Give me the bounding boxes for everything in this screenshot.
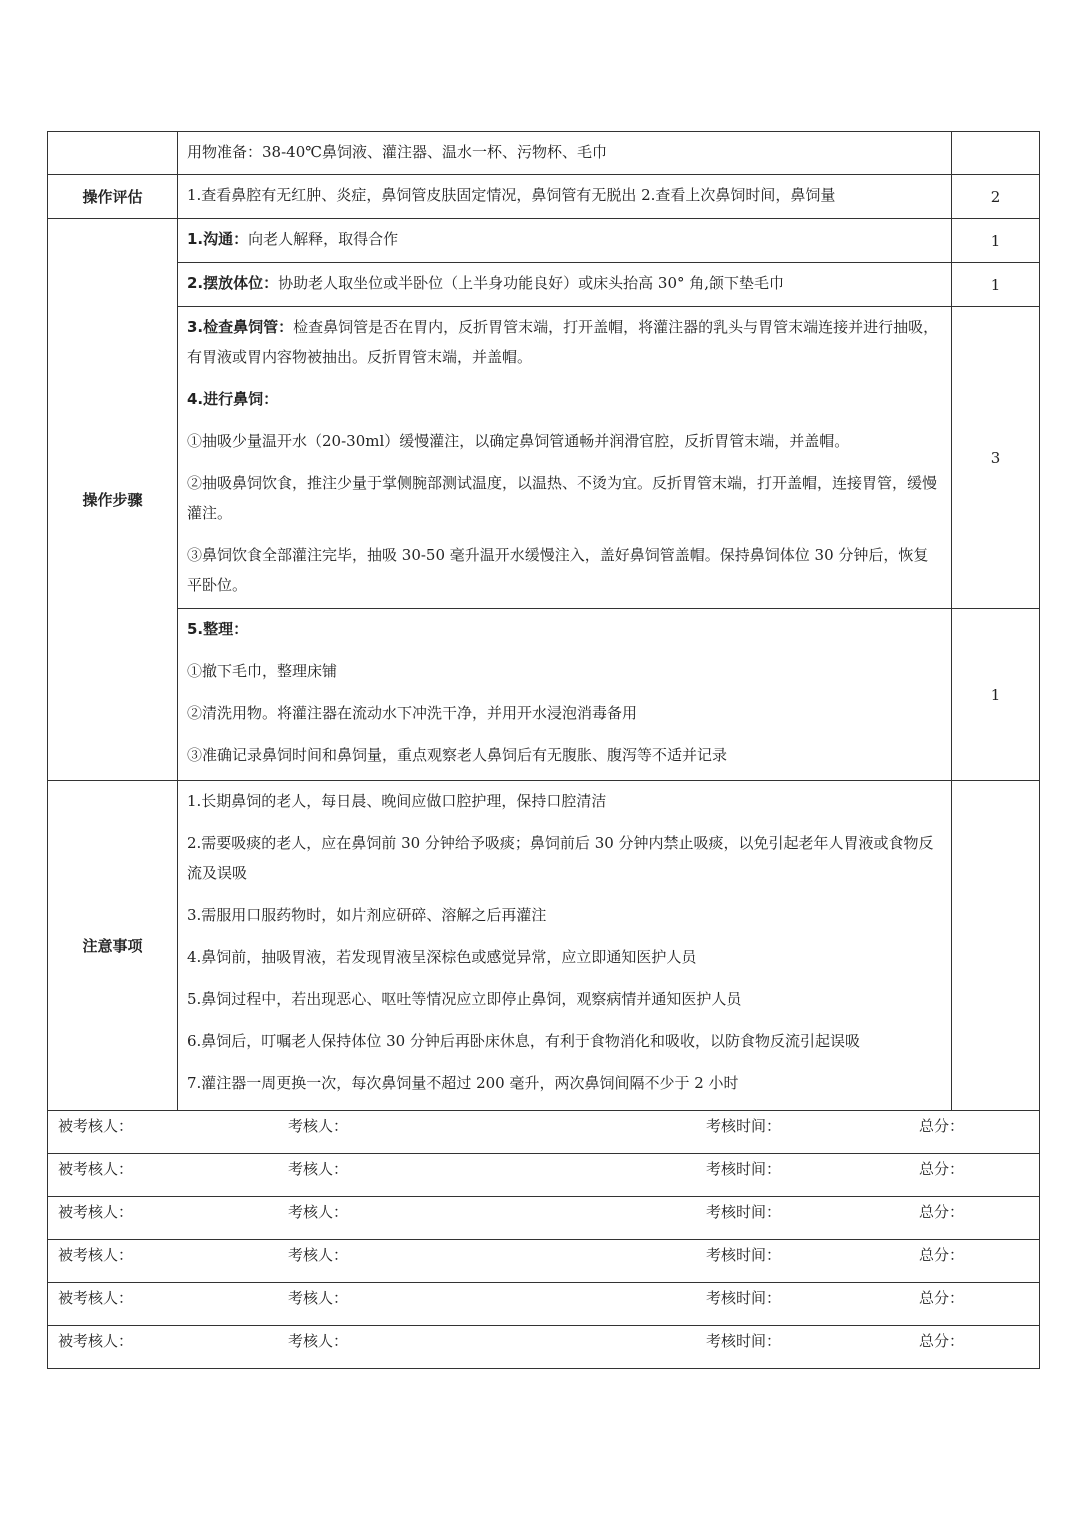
step3-text: 检查鼻饲管是否在胃内，反折胃管末端，打开盖帽，将灌注器的乳头与胃管末端连接并进行抽吸，有胃液或胃内容物被抽出。反折胃管末端，并盖帽。: [187, 318, 939, 366]
step5-item-1: ①撤下毛巾，整理床铺: [187, 662, 338, 680]
total-score-label: 总分：: [919, 1289, 965, 1307]
assessment-text: 1.查看鼻腔有无红肿、炎症，鼻饲管皮肤固定情况，鼻饲管有无脱出 2.查看上次鼻饲时间，鼻饲量: [178, 175, 952, 219]
step2-cell: [178, 263, 952, 307]
note-item-7: 7.灌注器一周更换一次，每次鼻饲量不超过 200 毫升，两次鼻饲间隔不少于 2 小时: [187, 1074, 739, 1092]
examiner-label: 考核人：: [288, 1203, 349, 1221]
step5-row: [48, 609, 1040, 781]
note-item-2: 2.需要吸痰的老人，应在鼻饲前 30 分钟给予吸痰；鼻饲前后 30 分钟内禁止吸痰，以免引起老年人胃液或食物反流及误吸: [187, 834, 934, 882]
exam-time-label: 考核时间：: [706, 1332, 782, 1350]
signature-row: [48, 1197, 1040, 1240]
step5-title: 5.整理：: [187, 620, 249, 638]
step2-title: 2.摆放体位：: [187, 274, 279, 292]
step3-score: 3: [952, 307, 1040, 609]
total-score-label: 总分：: [919, 1332, 965, 1350]
examiner-label: 考核人：: [288, 1160, 349, 1178]
step1-cell: [178, 219, 952, 263]
prep-text: 用物准备：38-40℃鼻饲液、灌注器、温水一杯、污物杯、毛巾: [178, 132, 952, 175]
notes-row: [48, 781, 1040, 1111]
step5-cell: [178, 609, 952, 781]
step2-row: [48, 263, 1040, 307]
assessment-score: 2: [952, 175, 1040, 219]
examinee-label: 被考核人：: [58, 1246, 134, 1264]
signature-row: [48, 1111, 1040, 1154]
step3-paragraph: [187, 312, 943, 372]
step1-score: 1: [952, 219, 1040, 263]
exam-time-label: 考核时间：: [706, 1117, 782, 1135]
assessment-label: 操作评估: [48, 175, 178, 219]
step5-score: 1: [952, 609, 1040, 781]
note-item-4: 4.鼻饲前，抽吸胃液，若发现胃液呈深棕色或感觉异常，应立即通知医护人员: [187, 948, 697, 966]
signature-cell: [48, 1283, 1040, 1326]
total-score-label: 总分：: [919, 1117, 965, 1135]
step2-score: 1: [952, 263, 1040, 307]
signature-cell: [48, 1240, 1040, 1283]
note-item-5: 5.鼻饲过程中，若出现恶心、呕吐等情况应立即停止鼻饲，观察病情并通知医护人员: [187, 990, 742, 1008]
step5-item-2: ②清洗用物。将灌注器在流动水下冲洗干净，并用开水浸泡消毒备用: [187, 704, 638, 722]
notes-score: [952, 781, 1040, 1111]
step3-row: [48, 307, 1040, 609]
step4-item-2: ②抽吸鼻饲饮食，推注少量于掌侧腕部测试温度，以温热、不烫为宜。反折胃管末端，打开盖帽，连接胃管，缓慢灌注。: [187, 474, 938, 522]
step1-row: [48, 219, 1040, 263]
signature-cell: [48, 1326, 1040, 1369]
examinee-label: 被考核人：: [58, 1289, 134, 1307]
signature-cell: [48, 1111, 1040, 1154]
notes-label: 注意事项: [48, 781, 178, 1111]
examiner-label: 考核人：: [288, 1289, 349, 1307]
total-score-label: 总分：: [919, 1246, 965, 1264]
examinee-label: 被考核人：: [58, 1203, 134, 1221]
signature-row: [48, 1326, 1040, 1369]
total-score-label: 总分：: [919, 1203, 965, 1221]
step3-cell: [178, 307, 952, 609]
note-item-3: 3.需服用口服药物时，如片剂应研碎、溶解之后再灌注: [187, 906, 547, 924]
exam-time-label: 考核时间：: [706, 1246, 782, 1264]
step3-title: 3.检查鼻饲管：: [187, 318, 294, 336]
total-score-label: 总分：: [919, 1160, 965, 1178]
signature-row: [48, 1240, 1040, 1283]
signature-row: [48, 1154, 1040, 1197]
prep-label: [48, 132, 178, 175]
steps-label: 操作步骤: [48, 219, 178, 781]
note-item-6: 6.鼻饲后，叮嘱老人保持体位 30 分钟后再卧床休息，有利于食物消化和吸收，以防食物反流引起误吸: [187, 1032, 860, 1050]
prep-row: [48, 132, 1040, 175]
signature-cell: [48, 1154, 1040, 1197]
step2-text: 协助老人取坐位或半卧位（上半身功能良好）或床头抬高 30° 角,颌下垫毛巾: [278, 274, 785, 292]
exam-time-label: 考核时间：: [706, 1203, 782, 1221]
signature-row: [48, 1283, 1040, 1326]
signature-cell: [48, 1197, 1040, 1240]
step1-text: 向老人解释，取得合作: [248, 230, 399, 248]
step1-title: 1.沟通：: [187, 230, 249, 248]
step5-item-3: ③准确记录鼻饲时间和鼻饲量，重点观察老人鼻饲后有无腹胀、腹泻等不适并记录: [187, 746, 728, 764]
examiner-label: 考核人：: [288, 1332, 349, 1350]
note-item-1: 1.长期鼻饲的老人，每日晨、晚间应做口腔护理，保持口腔清洁: [187, 792, 607, 810]
notes-cell: [178, 781, 952, 1111]
assessment-table: [47, 131, 1040, 1369]
examinee-label: 被考核人：: [58, 1160, 134, 1178]
examiner-label: 考核人：: [288, 1117, 349, 1135]
step4-item-3: ③鼻饲饮食全部灌注完毕，抽吸 30-50 毫升温开水缓慢注入，盖好鼻饲管盖帽。保持鼻饲体位 30 分钟后，恢复平卧位。: [187, 546, 929, 594]
examiner-label: 考核人：: [288, 1246, 349, 1264]
prep-score: [952, 132, 1040, 175]
exam-time-label: 考核时间：: [706, 1289, 782, 1307]
exam-time-label: 考核时间：: [706, 1160, 782, 1178]
examinee-label: 被考核人：: [58, 1117, 134, 1135]
examinee-label: 被考核人：: [58, 1332, 134, 1350]
assessment-row: [48, 175, 1040, 219]
step4-item-1: ①抽吸少量温开水（20-30ml）缓慢灌注，以确定鼻饲管通畅并润滑官腔，反折胃管末端，并盖帽。: [187, 432, 850, 450]
step4-title: 4.进行鼻饲：: [187, 390, 279, 408]
